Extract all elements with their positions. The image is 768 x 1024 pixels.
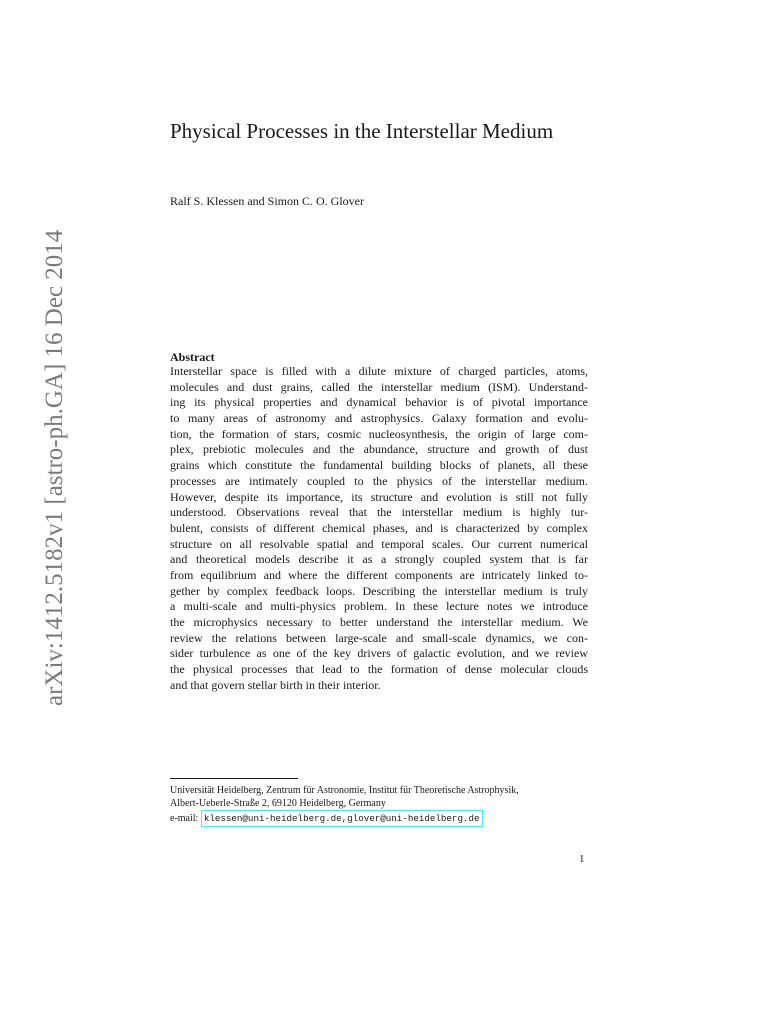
abstract-line: ing its physical properties and dynamical behavior is of pivotal importance — [170, 395, 588, 410]
email-row — [170, 810, 588, 827]
abstract-line: and that govern stellar birth in their interior. — [170, 677, 381, 692]
abstract-line: structure on all resolvable spatial and temporal scales. Our current numerical — [170, 536, 588, 551]
abstract-line: a multi-scale and multi-physics problem. In these lecture notes we introduce — [170, 599, 588, 614]
page-number: 1 — [579, 853, 585, 865]
address-line: Albert-Ueberle-Straße 2, 69120 Heidelberg, Germany — [170, 798, 386, 809]
abstract-line: bulent, consists of different chemical phases, and is characterized by complex — [170, 520, 588, 535]
abstract-line: gether by complex feedback loops. Describing the interstellar medium is truly — [170, 583, 588, 598]
footnote — [170, 784, 588, 827]
email-label: e-mail: — [170, 813, 201, 824]
affiliation-line: Universität Heidelberg, Zentrum für Astronomie, Institut für Theoretische Astrophysik, — [170, 785, 519, 796]
footnote-divider — [170, 778, 298, 779]
abstract-line: from equilibrium and where the different components are intricately linked to- — [170, 567, 588, 582]
abstract-line: grains which constitute the fundamental building blocks of planets, all these — [170, 458, 588, 473]
abstract-line: molecules and dust grains, called the interstellar medium (ISM). Understand- — [170, 379, 588, 394]
abstract-line: review the relations between large-scale and small-scale dynamics, we con- — [170, 630, 588, 645]
arxiv-identifier-stamp: arXiv:1412.5182v1 [astro-ph.GA] 16 Dec 2014 — [41, 229, 68, 706]
abstract-heading: Abstract — [170, 350, 215, 364]
abstract-line: However, despite its importance, its structure and evolution is still not fully — [170, 489, 588, 504]
abstract-line: the microphysics necessary to better understand the interstellar medium. We — [170, 615, 588, 629]
abstract-body — [170, 364, 588, 693]
abstract-line: plex, prebiotic molecules and the abundance, structure and growth of dust — [170, 442, 588, 457]
paper-title: Physical Processes in the Interstellar Medium — [170, 119, 554, 143]
abstract-line: Interstellar space is filled with a dilute mixture of charged particles, atoms, — [170, 364, 588, 378]
abstract-line: to many areas of astronomy and astrophysics. Galaxy formation and evolu- — [170, 411, 588, 426]
email-link[interactable]: klessen@uni-heidelberg.de,glover@uni-heidelberg.de — [201, 810, 483, 827]
abstract-line: sider turbulence as one of the key drivers of galactic evolution, and we review — [170, 646, 588, 661]
abstract-line: the physical processes that lead to the formation of dense molecular clouds — [170, 662, 588, 677]
abstract-line: processes are intimately coupled to the physics of the interstellar medium. — [170, 473, 588, 488]
abstract-line: and theoretical models describe it as a strongly coupled system that is far — [170, 552, 588, 567]
abstract-line: understood. Observations reveal that the interstellar medium is highly tur- — [170, 505, 588, 520]
paper-authors: Ralf S. Klessen and Simon C. O. Glover — [170, 194, 364, 208]
abstract-line: tion, the formation of stars, cosmic nucleosynthesis, the origin of large com- — [170, 426, 588, 441]
